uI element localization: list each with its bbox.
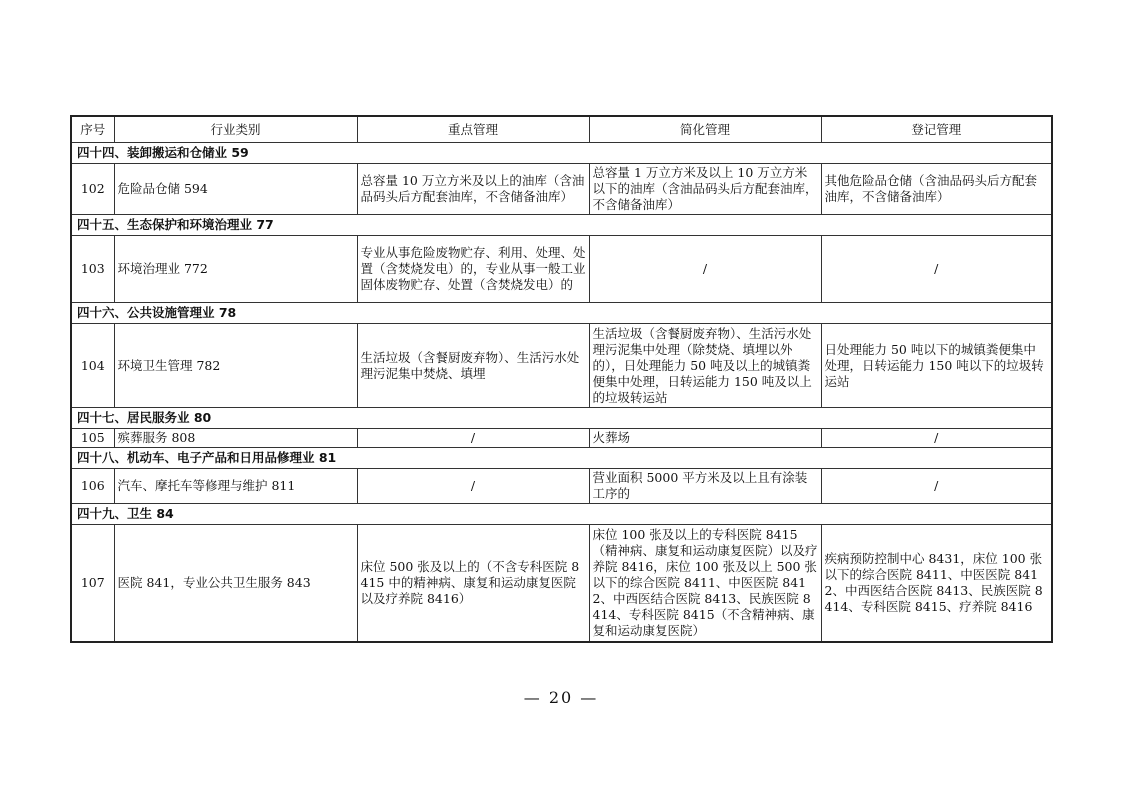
table-row <box>71 429 1052 448</box>
header-industry: 行业类别 <box>114 116 357 143</box>
section-row <box>71 143 1052 164</box>
header-simplified-management: 简化管理 <box>589 116 821 143</box>
key-management-cell: 床位 500 张及以上的（不含专科医院 8415 中的精神病、康复和运动康复医院以及疗养院 8416） <box>357 525 589 642</box>
key-management-cell: / <box>357 429 589 448</box>
industry-category: 医院 841，专业公共卫生服务 843 <box>114 525 357 642</box>
section-title: 四十七、居民服务业 80 <box>71 408 1052 429</box>
simplified-management-cell: 火葬场 <box>589 429 821 448</box>
section-title: 四十九、卫生 84 <box>71 504 1052 525</box>
table-row <box>71 164 1052 215</box>
simplified-management-cell: 生活垃圾（含餐厨废弃物）、生活污水处理污泥集中处理（除焚烧、填埋以外的），日处理能力 50 吨及以上的城镇粪便集中处理，日转运能力 150 吨及以上的垃圾转运站 <box>589 324 821 408</box>
simplified-management-cell: / <box>589 236 821 303</box>
industry-category: 汽车、摩托车等修理与维护 811 <box>114 469 357 504</box>
registration-management-cell: / <box>821 236 1052 303</box>
simplified-management-cell: 营业面积 5000 平方米及以上且有涂装工序的 <box>589 469 821 504</box>
row-number: 102 <box>71 164 114 215</box>
page-number: — 20 — <box>523 688 599 707</box>
row-number: 105 <box>71 429 114 448</box>
registration-management-cell: 其他危险品仓储（含油品码头后方配套油库，不含储备油库） <box>821 164 1052 215</box>
section-row <box>71 504 1052 525</box>
section-row <box>71 408 1052 429</box>
section-title: 四十五、生态保护和环境治理业 77 <box>71 215 1052 236</box>
industry-category: 危险品仓储 594 <box>114 164 357 215</box>
document-page <box>70 115 1051 643</box>
table-row <box>71 236 1052 303</box>
key-management-cell: 生活垃圾（含餐厨废弃物）、生活污水处理污泥集中焚烧、填埋 <box>357 324 589 408</box>
section-title: 四十四、装卸搬运和仓储业 59 <box>71 143 1052 164</box>
key-management-cell: / <box>357 469 589 504</box>
industry-category: 环境治理业 772 <box>114 236 357 303</box>
registration-management-cell: 日处理能力 50 吨以下的城镇粪便集中处理，日转运能力 150 吨以下的垃圾转运站 <box>821 324 1052 408</box>
header-registration-management: 登记管理 <box>821 116 1052 143</box>
key-management-cell: 专业从事危险废物贮存、利用、处理、处置（含焚烧发电）的，专业从事一般工业固体废物贮存、处置（含焚烧发电）的 <box>357 236 589 303</box>
key-management-cell: 总容量 10 万立方米及以上的油库（含油品码头后方配套油库，不含储备油库） <box>357 164 589 215</box>
section-title: 四十八、机动车、电子产品和日用品修理业 81 <box>71 448 1052 469</box>
header-seq: 序号 <box>71 116 114 143</box>
table-row <box>71 469 1052 504</box>
section-row <box>71 448 1052 469</box>
header-key-management: 重点管理 <box>357 116 589 143</box>
row-number: 104 <box>71 324 114 408</box>
registration-management-cell: 疾病预防控制中心 8431，床位 100 张以下的综合医院 8411、中医医院 8412、中西医结合医院 8413、民族医院 8414、专科医院 8415、疗养院 8416 <box>821 525 1052 642</box>
row-number: 106 <box>71 469 114 504</box>
registration-management-cell: / <box>821 469 1052 504</box>
industry-category: 环境卫生管理 782 <box>114 324 357 408</box>
row-number: 107 <box>71 525 114 642</box>
management-classification-table <box>70 115 1053 643</box>
section-row <box>71 215 1052 236</box>
simplified-management-cell: 床位 100 张及以上的专科医院 8415（精神病、康复和运动康复医院）以及疗养院 8416，床位 100 张及以上 500 张以下的综合医院 8411、中医医院 8412、中西医结合医院 8413、民族医院 8414、专科医院 8415（不含精神病、康复和运动康复医院） <box>589 525 821 642</box>
row-number: 103 <box>71 236 114 303</box>
table-row <box>71 525 1052 642</box>
section-title: 四十六、公共设施管理业 78 <box>71 303 1052 324</box>
table-header-row <box>71 116 1052 143</box>
simplified-management-cell: 总容量 1 万立方米及以上 10 万立方米以下的油库（含油品码头后方配套油库，不含储备油库） <box>589 164 821 215</box>
industry-category: 殡葬服务 808 <box>114 429 357 448</box>
table-row <box>71 324 1052 408</box>
section-row <box>71 303 1052 324</box>
registration-management-cell: / <box>821 429 1052 448</box>
